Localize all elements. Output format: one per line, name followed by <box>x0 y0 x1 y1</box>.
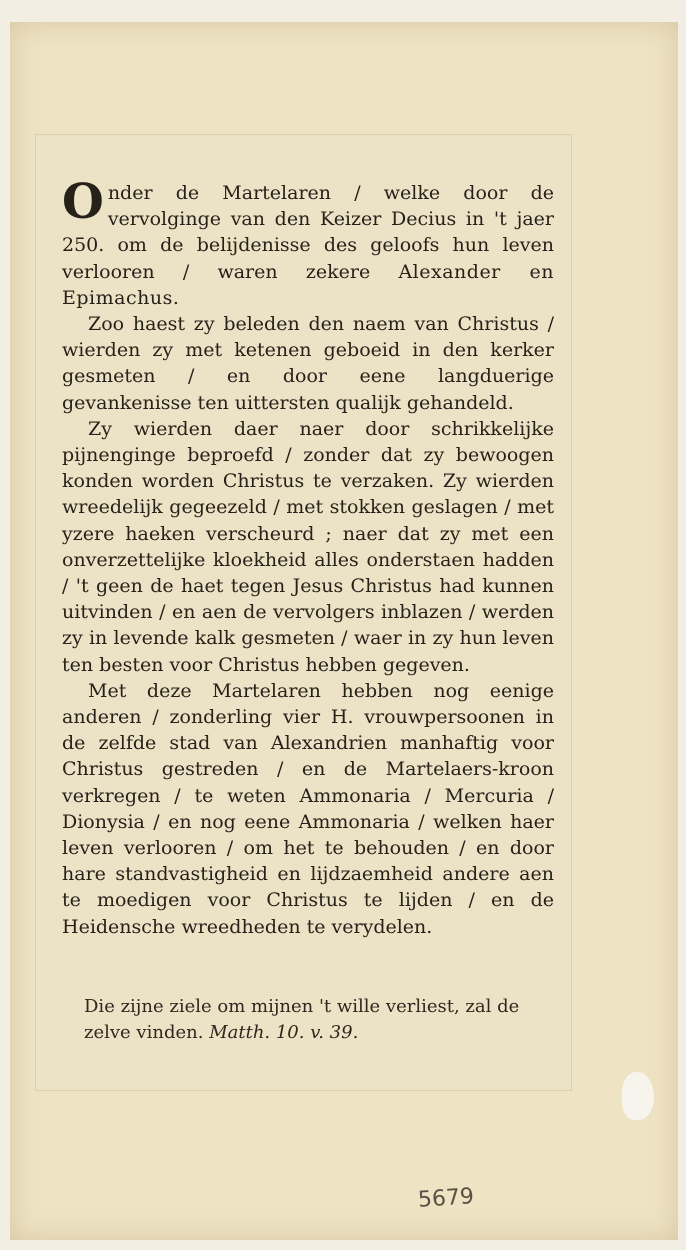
body-text <box>62 174 554 940</box>
handwritten-page-number: 5679 <box>417 1184 475 1213</box>
martyr-names: Alexander en Epimachus <box>62 260 554 309</box>
paragraph-4: Met deze Martelaren hebben nog eenige anderen / zonderling vier H. vrouwpersoonen in de zelfde stad van Alexandrien manhaftig voor Christus gestreden / en de Martelaers-kroon verkregen / te weten Ammonaria / Mercuria / Dionysia / en nog eene Ammonaria / welken haer leven verlooren / om het te behouden / en door hare standvastigheid en lijdzaemheid andere aen te moedigen voor Christus te lijden / en de Heidensche wreedheden te verydelen. <box>62 679 554 938</box>
quote-reference: Matth. 10. v. 39. <box>209 1022 359 1043</box>
paragraph-2: Zoo haest zy beleden den naem van Christus / wierden zy met ketenen geboeid in den kerker gesmeten / en door eene langduerige gevankenisse ten uittersten qualijk gehandeld. <box>62 313 554 414</box>
scripture-quote <box>84 994 554 1046</box>
paragraph-1-tail: . <box>172 286 179 309</box>
quote-text: Die zijne ziele om mijnen 't wille verliest, zal de zelve vinden. <box>84 996 520 1043</box>
paragraph-3: Zy wierden daer naer door schrikkelijke pijnenginge beproefd / zonder dat zy bewoogen konden worden Christus te verzaken. Zy wierden wreedelijk gegeezeld / met stokken geslagen / met yzere haeken verscheurd ; naer dat zy met een onverzettelijke kloekheid alles onderstaen hadden / 't geen de haet tegen Jesus Christus had kunnen uitvinden / en aen de vervolgers inblazen / werden zy in levende kalk gesmeten / waer in zy hun leven ten besten voor Christus hebben gegeven. <box>62 417 554 676</box>
paragraph-1 <box>62 174 554 311</box>
paper-damage <box>622 1072 654 1120</box>
paragraph-1-text: nder de Martelaren / welke door de vervolginge van den Keizer Decius in 't jaer 250. om de belijdenisse des geloofs hun leven verlooren / waren zekere <box>62 182 554 283</box>
drop-cap: O <box>62 174 104 230</box>
